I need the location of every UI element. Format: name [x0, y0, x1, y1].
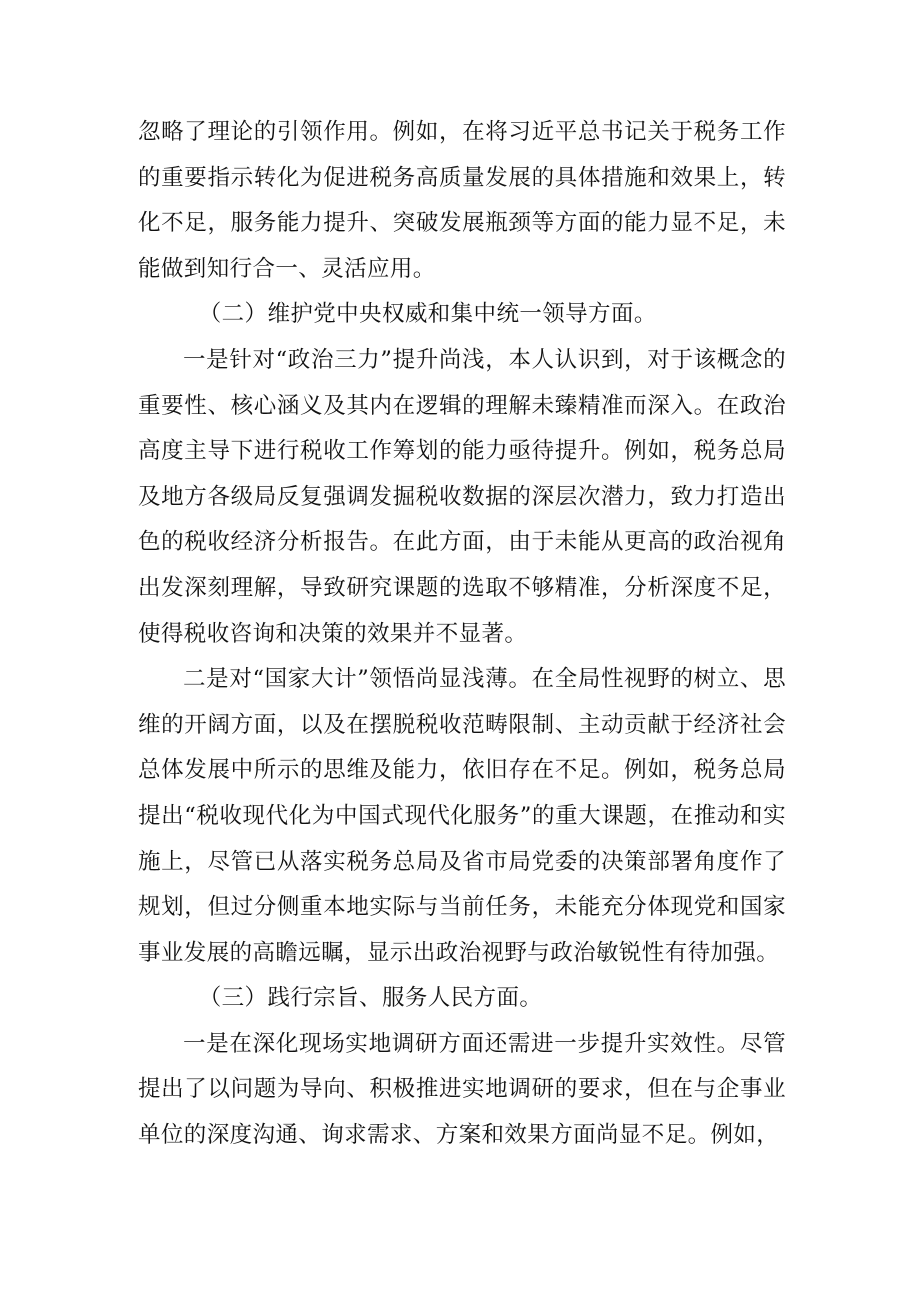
paragraph-continuation: 忽略了理论的引领作用。例如，在将习近平总书记关于税务工作的重要指示转化为促进税务高质量发展的具体措施和效果上，转化不足，服务能力提升、突破发展瓶颈等方面的能力显不足，未能做到知行合一、灵活应用。	[138, 119, 786, 282]
document-body	[138, 110, 786, 1159]
section-heading-2: （二）维护党中央权威和集中统一领导方面。	[198, 301, 657, 328]
paragraph-field-research: 一是在深化现场实地调研方面还需进一步提升实效性。尽管提出了以问题为导向、积极推进实地调研的要求，但在与企事业单位的深度沟通、询求需求、方案和效果方面尚显不足。例如，	[138, 1030, 786, 1149]
paragraph-political-capacity: 一是针对“政治三力”提升尚浅，本人认识到，对于该概念的重要性、核心涵义及其内在逻辑的理解未臻精准而深入。在政治高度主导下进行税收工作筹划的能力亟待提升。例如，税务总局及地方各级局反复强调发掘税收数据的深层次潜力，致力打造出色的税收经济分析报告。在此方面，由于未能从更高的政治视角出发深刻理解，导致研究课题的选取不够精准，分析深度不足，使得税收咨询和决策的效果并不显著。	[138, 346, 786, 647]
paragraph-national-plan: 二是对“国家大计”领悟尚显浅薄。在全局性视野的树立、思维的开阔方面，以及在摆脱税收范畴限制、主动贡献于经济社会总体发展中所示的思维及能力，依旧存在不足。例如，税务总局提出“税收现代化为中国式现代化服务”的重大课题，在推动和实施上，尽管已从落实税务总局及省市局党委的决策部署角度作了规划，但过分侧重本地实际与当前任务，未能充分体现党和国家事业发展的高瞻远瞩，显示出政治视野与政治敏锐性有待加强。	[138, 666, 786, 966]
section-heading-3: （三）践行宗旨、服务人民方面。	[198, 985, 543, 1012]
